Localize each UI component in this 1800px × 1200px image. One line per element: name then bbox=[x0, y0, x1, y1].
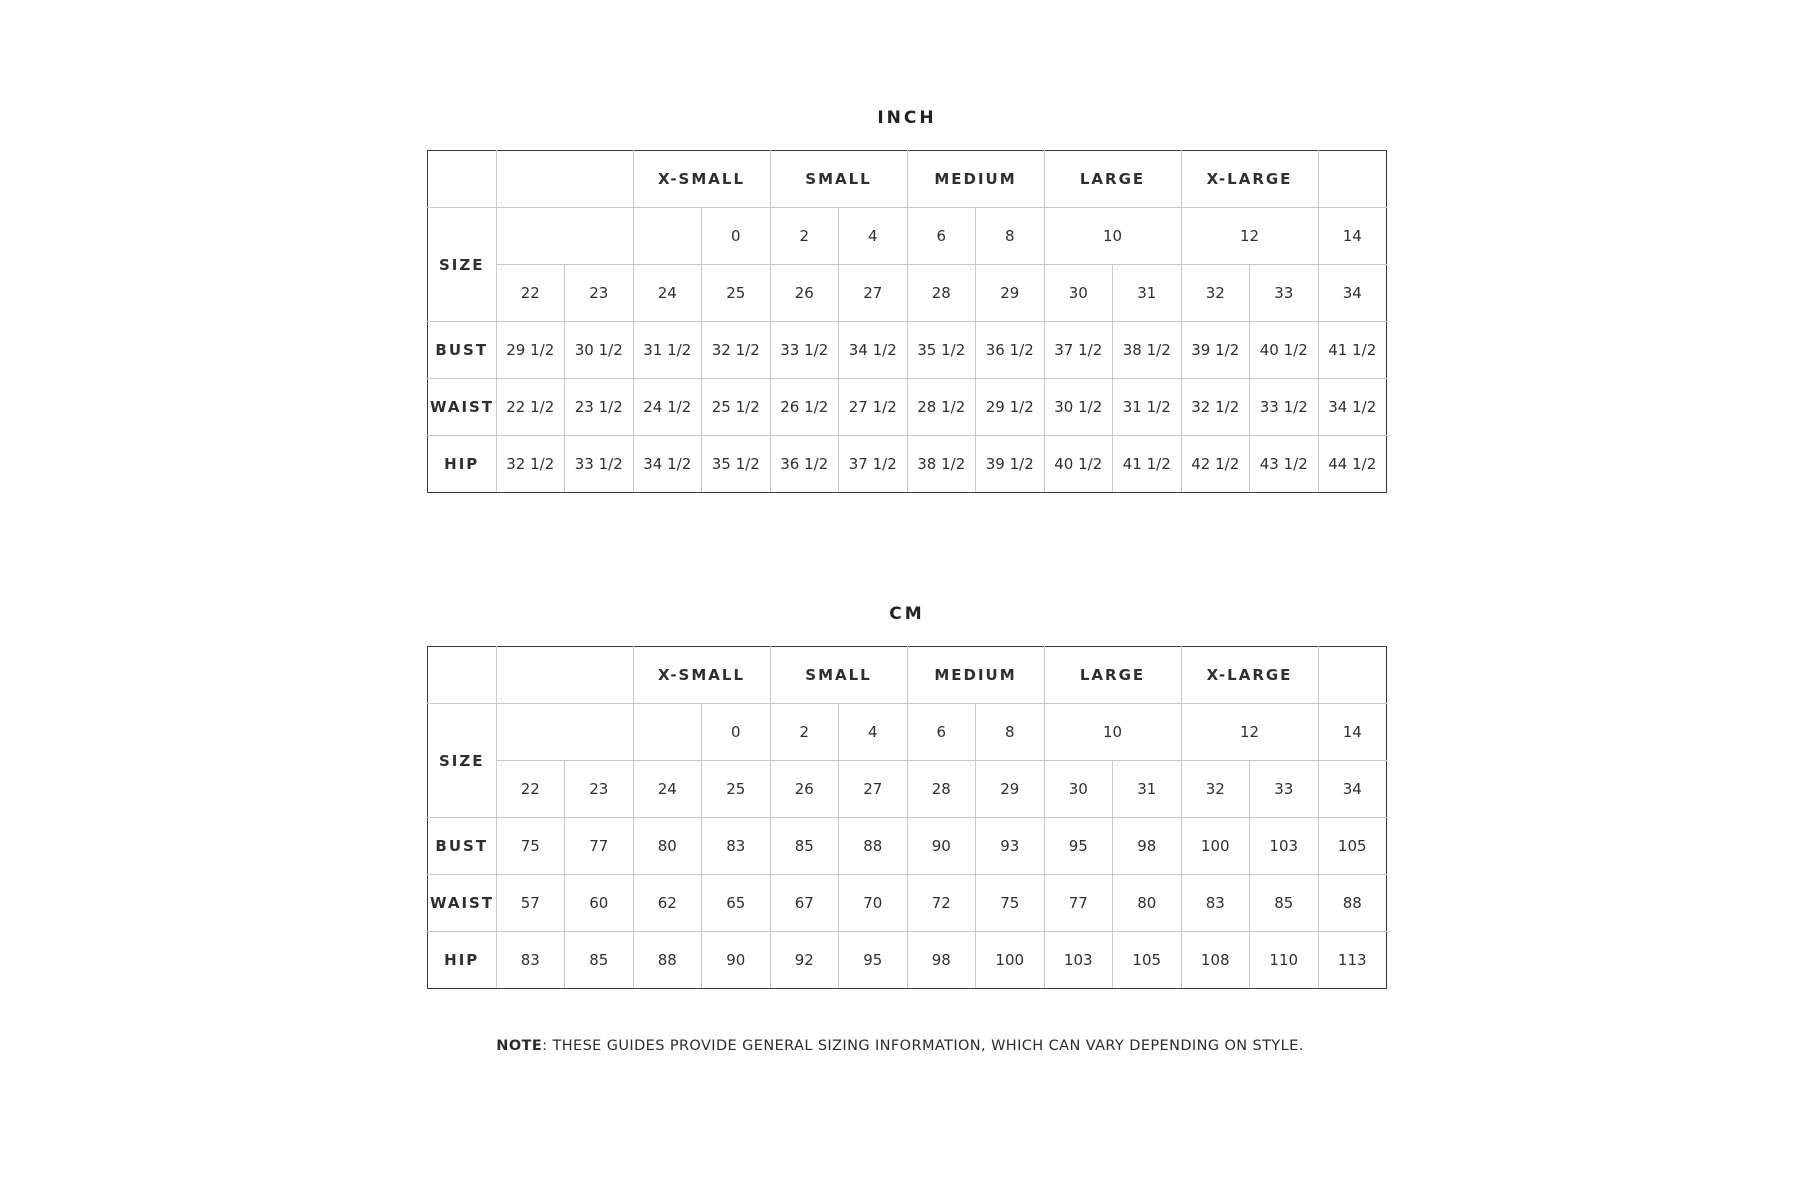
inch-hip-9: 41 1/2 bbox=[1113, 436, 1182, 493]
inch-hip-2: 34 1/2 bbox=[633, 436, 702, 493]
cm-bust-11: 103 bbox=[1250, 818, 1319, 875]
cm-hip-4: 92 bbox=[770, 932, 839, 989]
inch-hip-12: 44 1/2 bbox=[1318, 436, 1387, 493]
cm-us-blank-b bbox=[633, 704, 702, 761]
inch-waist-0: 22 1/2 bbox=[496, 379, 565, 436]
cm-bust-9: 98 bbox=[1113, 818, 1182, 875]
table-row bbox=[428, 932, 1387, 989]
inch-waist-4: 26 1/2 bbox=[770, 379, 839, 436]
table-row bbox=[428, 875, 1387, 932]
inch-waist-1: 23 1/2 bbox=[565, 379, 634, 436]
inch-num-size-29: 29 bbox=[976, 265, 1045, 322]
inch-bust-12: 41 1/2 bbox=[1318, 322, 1387, 379]
inch-waist-10: 32 1/2 bbox=[1181, 379, 1250, 436]
inch-bust-4: 33 1/2 bbox=[770, 322, 839, 379]
inch-hip-3: 35 1/2 bbox=[702, 436, 771, 493]
cm-waist-8: 77 bbox=[1044, 875, 1113, 932]
cm-num-size-34: 34 bbox=[1318, 761, 1387, 818]
cm-waist-9: 80 bbox=[1113, 875, 1182, 932]
inch-bust-3: 32 1/2 bbox=[702, 322, 771, 379]
inch-hip-0: 32 1/2 bbox=[496, 436, 565, 493]
inch-waist-2: 24 1/2 bbox=[633, 379, 702, 436]
inch-num-size-30: 30 bbox=[1044, 265, 1113, 322]
inch-waist-3: 25 1/2 bbox=[702, 379, 771, 436]
inch-bust-5: 34 1/2 bbox=[839, 322, 908, 379]
inch-bust-9: 38 1/2 bbox=[1113, 322, 1182, 379]
cm-num-size-29: 29 bbox=[976, 761, 1045, 818]
inch-bust-7: 36 1/2 bbox=[976, 322, 1045, 379]
cm-waist-3: 65 bbox=[702, 875, 771, 932]
inch-num-size-33: 33 bbox=[1250, 265, 1319, 322]
table-row bbox=[428, 704, 1387, 761]
cm-hip-9: 105 bbox=[1113, 932, 1182, 989]
cm-group-small: SMALL bbox=[770, 647, 907, 704]
cm-num-size-31: 31 bbox=[1113, 761, 1182, 818]
inch-hip-8: 40 1/2 bbox=[1044, 436, 1113, 493]
cm-hip-3: 90 bbox=[702, 932, 771, 989]
inch-us-size-12: 12 bbox=[1181, 208, 1318, 265]
cm-waist-10: 83 bbox=[1181, 875, 1250, 932]
note-prefix: NOTE bbox=[496, 1038, 543, 1054]
cm-num-size-22: 22 bbox=[496, 761, 565, 818]
inch-group-small: SMALL bbox=[770, 151, 907, 208]
inch-group-blank bbox=[496, 151, 633, 208]
cm-row-label-hip: HIP bbox=[428, 932, 497, 989]
inch-us-size-4: 4 bbox=[839, 208, 908, 265]
inch-table bbox=[427, 150, 1387, 493]
cm-waist-4: 67 bbox=[770, 875, 839, 932]
inch-us-size-8: 8 bbox=[976, 208, 1045, 265]
inch-num-size-27: 27 bbox=[839, 265, 908, 322]
cm-num-size-27: 27 bbox=[839, 761, 908, 818]
cm-group-x-large: X-LARGE bbox=[1181, 647, 1318, 704]
cm-hip-0: 83 bbox=[496, 932, 565, 989]
inch-size-chart bbox=[427, 108, 1387, 493]
inch-group-x-small: X-SMALL bbox=[633, 151, 770, 208]
cm-hip-2: 88 bbox=[633, 932, 702, 989]
inch-hip-1: 33 1/2 bbox=[565, 436, 634, 493]
cm-hip-8: 103 bbox=[1044, 932, 1113, 989]
table-row bbox=[428, 208, 1387, 265]
inch-waist-7: 29 1/2 bbox=[976, 379, 1045, 436]
cm-row-label-bust: BUST bbox=[428, 818, 497, 875]
inch-waist-6: 28 1/2 bbox=[907, 379, 976, 436]
cm-us-size-4: 4 bbox=[839, 704, 908, 761]
cm-bust-6: 90 bbox=[907, 818, 976, 875]
cm-waist-7: 75 bbox=[976, 875, 1045, 932]
inch-hip-6: 38 1/2 bbox=[907, 436, 976, 493]
inch-bust-10: 39 1/2 bbox=[1181, 322, 1250, 379]
cm-bust-10: 100 bbox=[1181, 818, 1250, 875]
inch-us-blank-b bbox=[633, 208, 702, 265]
cm-bust-3: 83 bbox=[702, 818, 771, 875]
cm-hip-1: 85 bbox=[565, 932, 634, 989]
inch-us-blank-a bbox=[496, 208, 633, 265]
cm-hip-5: 95 bbox=[839, 932, 908, 989]
inch-bust-8: 37 1/2 bbox=[1044, 322, 1113, 379]
cm-group-blank bbox=[496, 647, 633, 704]
inch-bust-2: 31 1/2 bbox=[633, 322, 702, 379]
note-body: : THESE GUIDES PROVIDE GENERAL SIZING INFORMATION, WHICH CAN VARY DEPENDING ON STYLE. bbox=[542, 1038, 1304, 1054]
inch-bust-1: 30 1/2 bbox=[565, 322, 634, 379]
inch-num-size-31: 31 bbox=[1113, 265, 1182, 322]
inch-hip-7: 39 1/2 bbox=[976, 436, 1045, 493]
inch-num-size-24: 24 bbox=[633, 265, 702, 322]
cm-bust-7: 93 bbox=[976, 818, 1045, 875]
cm-us-size-2: 2 bbox=[770, 704, 839, 761]
cm-num-size-24: 24 bbox=[633, 761, 702, 818]
cm-row-label-waist: WAIST bbox=[428, 875, 497, 932]
inch-us-size-2: 2 bbox=[770, 208, 839, 265]
inch-us-size-0: 0 bbox=[702, 208, 771, 265]
inch-num-size-22: 22 bbox=[496, 265, 565, 322]
inch-hip-10: 42 1/2 bbox=[1181, 436, 1250, 493]
cm-us-size-12: 12 bbox=[1181, 704, 1318, 761]
cm-waist-5: 70 bbox=[839, 875, 908, 932]
cm-hip-7: 100 bbox=[976, 932, 1045, 989]
cm-us-size-6: 6 bbox=[907, 704, 976, 761]
cm-size-label: SIZE bbox=[428, 704, 497, 818]
inch-bust-11: 40 1/2 bbox=[1250, 322, 1319, 379]
inch-bust-6: 35 1/2 bbox=[907, 322, 976, 379]
table-row bbox=[428, 379, 1387, 436]
cm-num-size-25: 25 bbox=[702, 761, 771, 818]
cm-num-size-26: 26 bbox=[770, 761, 839, 818]
cm-num-size-30: 30 bbox=[1044, 761, 1113, 818]
cm-us-size-14: 14 bbox=[1318, 704, 1387, 761]
cm-group-large: LARGE bbox=[1044, 647, 1181, 704]
inch-waist-11: 33 1/2 bbox=[1250, 379, 1319, 436]
cm-group-trailing-blank bbox=[1318, 647, 1387, 704]
cm-bust-8: 95 bbox=[1044, 818, 1113, 875]
inch-waist-12: 34 1/2 bbox=[1318, 379, 1387, 436]
cm-waist-12: 88 bbox=[1318, 875, 1387, 932]
cm-num-size-32: 32 bbox=[1181, 761, 1250, 818]
cm-num-size-28: 28 bbox=[907, 761, 976, 818]
note-text bbox=[0, 1038, 1800, 1054]
inch-corner-cell bbox=[428, 151, 497, 208]
cm-us-size-10: 10 bbox=[1044, 704, 1181, 761]
inch-us-size-10: 10 bbox=[1044, 208, 1181, 265]
cm-group-x-small: X-SMALL bbox=[633, 647, 770, 704]
inch-num-size-25: 25 bbox=[702, 265, 771, 322]
inch-waist-5: 27 1/2 bbox=[839, 379, 908, 436]
cm-us-size-8: 8 bbox=[976, 704, 1045, 761]
inch-hip-4: 36 1/2 bbox=[770, 436, 839, 493]
cm-hip-10: 108 bbox=[1181, 932, 1250, 989]
cm-bust-12: 105 bbox=[1318, 818, 1387, 875]
table-row bbox=[428, 761, 1387, 818]
inch-us-size-14: 14 bbox=[1318, 208, 1387, 265]
inch-group-medium: MEDIUM bbox=[907, 151, 1044, 208]
cm-hip-12: 113 bbox=[1318, 932, 1387, 989]
inch-num-size-32: 32 bbox=[1181, 265, 1250, 322]
table-row bbox=[428, 151, 1387, 208]
cm-waist-2: 62 bbox=[633, 875, 702, 932]
inch-group-trailing-blank bbox=[1318, 151, 1387, 208]
cm-hip-11: 110 bbox=[1250, 932, 1319, 989]
inch-hip-5: 37 1/2 bbox=[839, 436, 908, 493]
cm-num-size-23: 23 bbox=[565, 761, 634, 818]
cm-size-chart bbox=[427, 604, 1387, 989]
inch-chart-title: INCH bbox=[877, 108, 937, 128]
cm-chart-title: CM bbox=[889, 604, 925, 624]
cm-hip-6: 98 bbox=[907, 932, 976, 989]
inch-num-size-34: 34 bbox=[1318, 265, 1387, 322]
inch-hip-11: 43 1/2 bbox=[1250, 436, 1319, 493]
inch-us-size-6: 6 bbox=[907, 208, 976, 265]
table-row bbox=[428, 647, 1387, 704]
cm-bust-1: 77 bbox=[565, 818, 634, 875]
table-row bbox=[428, 818, 1387, 875]
table-row bbox=[428, 265, 1387, 322]
inch-group-x-large: X-LARGE bbox=[1181, 151, 1318, 208]
cm-table bbox=[427, 646, 1387, 989]
cm-waist-1: 60 bbox=[565, 875, 634, 932]
inch-group-large: LARGE bbox=[1044, 151, 1181, 208]
inch-waist-8: 30 1/2 bbox=[1044, 379, 1113, 436]
inch-num-size-28: 28 bbox=[907, 265, 976, 322]
inch-bust-0: 29 1/2 bbox=[496, 322, 565, 379]
inch-row-label-hip: HIP bbox=[428, 436, 497, 493]
cm-bust-0: 75 bbox=[496, 818, 565, 875]
cm-corner-cell bbox=[428, 647, 497, 704]
cm-us-blank-a bbox=[496, 704, 633, 761]
table-row bbox=[428, 322, 1387, 379]
table-row bbox=[428, 436, 1387, 493]
inch-row-label-waist: WAIST bbox=[428, 379, 497, 436]
cm-waist-6: 72 bbox=[907, 875, 976, 932]
inch-size-label: SIZE bbox=[428, 208, 497, 322]
cm-bust-2: 80 bbox=[633, 818, 702, 875]
cm-bust-5: 88 bbox=[839, 818, 908, 875]
cm-us-size-0: 0 bbox=[702, 704, 771, 761]
inch-row-label-bust: BUST bbox=[428, 322, 497, 379]
cm-num-size-33: 33 bbox=[1250, 761, 1319, 818]
cm-group-medium: MEDIUM bbox=[907, 647, 1044, 704]
cm-waist-0: 57 bbox=[496, 875, 565, 932]
inch-num-size-23: 23 bbox=[565, 265, 634, 322]
cm-bust-4: 85 bbox=[770, 818, 839, 875]
cm-waist-11: 85 bbox=[1250, 875, 1319, 932]
inch-num-size-26: 26 bbox=[770, 265, 839, 322]
inch-waist-9: 31 1/2 bbox=[1113, 379, 1182, 436]
